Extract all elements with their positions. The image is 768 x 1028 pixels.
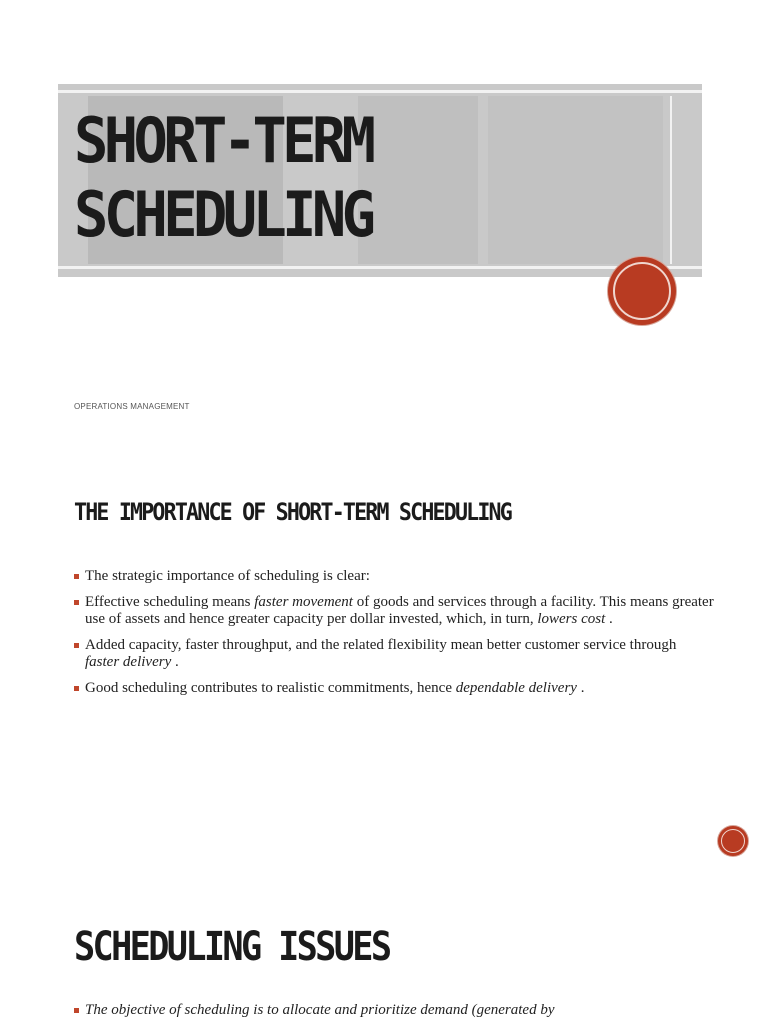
banner-texture-panel bbox=[358, 96, 478, 264]
list-item bbox=[74, 1002, 714, 1019]
slide3-bullet-list bbox=[74, 1002, 714, 1028]
bullet-emphasis: dependable delivery bbox=[455, 680, 577, 696]
banner-bottom-rule bbox=[58, 266, 702, 269]
square-bullet-icon bbox=[74, 600, 79, 605]
circle-ring bbox=[613, 262, 671, 320]
slide3-heading: SCHEDULING ISSUES bbox=[74, 924, 390, 970]
square-bullet-icon bbox=[74, 686, 79, 691]
circle-ring bbox=[721, 829, 745, 853]
bullet-text: Good scheduling contributes to realistic commitments, hence bbox=[85, 680, 456, 696]
bullet-text: Effective scheduling means bbox=[85, 594, 255, 610]
list-item bbox=[74, 594, 714, 628]
banner-top-rule bbox=[58, 90, 702, 93]
slide-title bbox=[74, 104, 371, 252]
bullet-text: . bbox=[576, 680, 585, 696]
bullet-text: of goods and services through a facility. This means greater use of assets and hence greater capacity per dollar invested, which, in turn, bbox=[85, 594, 714, 627]
slide2-heading: THE IMPORTANCE OF SHORT-TERM SCHEDULING bbox=[74, 498, 511, 526]
banner-stripe bbox=[670, 96, 672, 264]
bullet-emphasis: The objective of scheduling is to allocate and prioritize demand (generated by bbox=[85, 1002, 555, 1018]
bullet-text: . bbox=[171, 654, 179, 670]
list-item bbox=[74, 568, 714, 585]
bullet-emphasis: faster delivery bbox=[85, 654, 172, 670]
bullet-text: The strategic importance of scheduling is clear: bbox=[85, 568, 370, 584]
list-item bbox=[74, 680, 714, 697]
square-bullet-icon bbox=[74, 574, 79, 579]
title-banner bbox=[58, 84, 702, 277]
slide-subtitle: OPERATIONS MANAGEMENT bbox=[74, 402, 190, 411]
bullet-text: . bbox=[605, 611, 613, 627]
square-bullet-icon bbox=[74, 1008, 79, 1013]
list-item bbox=[74, 637, 714, 671]
decorative-circle-icon bbox=[718, 826, 748, 856]
slide2-bullet-list bbox=[74, 568, 714, 706]
slide-title-line-1: SHORT-TERM bbox=[74, 104, 372, 177]
bullet-text: Added capacity, faster throughput, and the related flexibility mean better customer service through bbox=[85, 637, 677, 653]
square-bullet-icon bbox=[74, 643, 79, 648]
bullet-emphasis: faster movement bbox=[254, 594, 353, 610]
bullet-emphasis: lowers cost bbox=[537, 611, 606, 627]
slide-title-line-2: SCHEDULING bbox=[74, 178, 372, 251]
decorative-circle-icon bbox=[608, 257, 676, 325]
banner-texture-panel bbox=[488, 96, 663, 264]
